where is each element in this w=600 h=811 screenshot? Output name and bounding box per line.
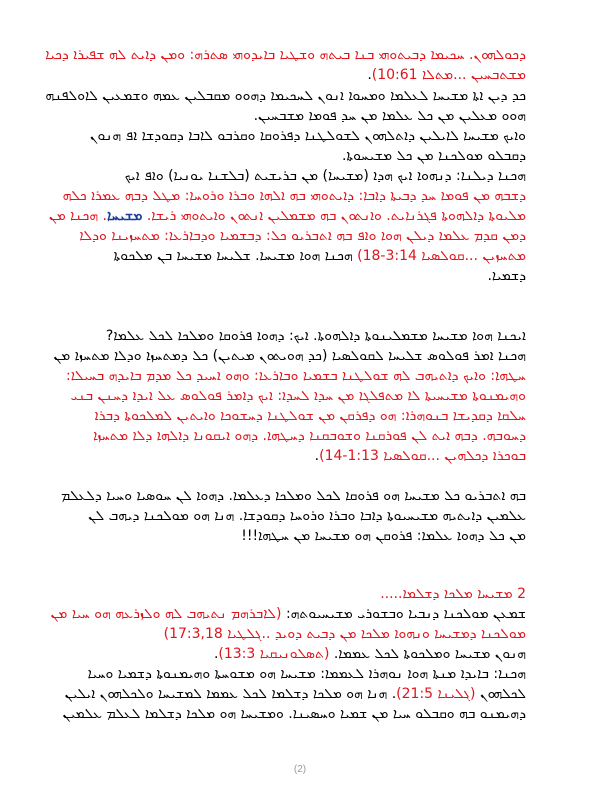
text-line	[78, 584, 526, 604]
body-text: .	[367, 67, 372, 83]
text-line	[45, 45, 526, 65]
body-text: .	[213, 646, 219, 662]
text-line	[78, 246, 526, 266]
paragraph	[78, 126, 526, 166]
quotation-text: ܒܘܟܪܐ ܕܟܠܗܝܢ ...ܩܘܠܣܝܐ 1:13-14)	[319, 448, 526, 464]
text-line	[45, 86, 526, 106]
text-line	[64, 684, 526, 704]
quotation-text: ܚܛܗܐ: ܘܐܝܟ ܕܐܬܝܗܒ ܠܗ ܫܘܠܛܢܐ ܒܫܡܝܐ ܘܒܐܪܥܐ: ܘܗܘ ܐܚܝܕ ܟܠ ܡܕܡ ܒܐܝܕܗ ܒܚܝܠܐ:	[66, 368, 526, 384]
body-text: ܟܕ ܕܝܢ ܐܬܐ ܡܫܝܚܐ ܠܥܠܡܐ ܘܡܚܘܐ ܐܢܘܢ ܠܚܟܝܡܐ ܕܗܘܘ ܡܩܒܠܝܢ ܥܡܗ ܘܫܡܥܝܢ ܠܐܘܠܦܢܗ	[45, 88, 526, 104]
quotation-text: ܕܚܘܒܗ. ܕܒܗ ܐܝܬ ܠܢ ܦܘܪܩܢܐ ܘܫܘܒܩܢܐ ܕܚܛܗܐ. ܕܗܘ ܐܝܩܘܢܐ ܕܐܠܗܐ ܕܠܐ ܡܬܚܙܐ	[93, 428, 526, 444]
text-line	[53, 346, 526, 366]
paragraph	[53, 326, 526, 466]
body-text: .	[314, 448, 320, 464]
text-line	[50, 604, 526, 624]
text-line	[48, 206, 526, 226]
body-text: ܕܩܒܠܘ ܡܘܠܟܢܐ ܡܢ ܟܠ ܡܫܝܚܘܬܐ.	[341, 148, 526, 164]
text-line	[78, 624, 526, 644]
body-text: ܗܟܢܐ: ܒܐܝܕܐ ܡܢܬܐ ܗܘܐ ܢܘܗܪܐ ܠܥܡܡܐ: ܡܫܝܚܐ ܗܘ ܡܫܘܚܬܐ ܘܗܝܡܢܘܬܐ ܕܫܡܝܐ ܘܚܝܐ	[87, 666, 526, 682]
body-text: ܕܗܝܡܢܘ ܒܗ ܘܩܒܠܘ ܚܝܐ ܡܢ ܫܡܝܐ ܘܚܣܝܢܐ. ܘܡܫܝܚܐ ܗܘ ܡܠܟܐ ܕܫܠܡܐ ܠܥܠܡ ܥܠܡܝܢ	[62, 706, 526, 722]
quotation-text: ܕܟܘܠܗܘܢ. ܚܟܝܡܐ ܕܒܝܬܘܗܝ ܒܢܐ ܒܝܬܗ ܘܫܛܝܐ ܒܐܝܕܘܗܝ ܣܬܪܗ: ܘܡܢ ܕܐܝܬ ܠܗ ܫܦܝܪܐ ܕܟܝܐ	[45, 47, 526, 63]
body-text: ܕܫܡܝܐ.	[487, 268, 526, 284]
quotation-text: ܘܗܝܡܢܘܬܐ ܡܫܝܚܝܬܐ ܠܐ ܡܬܦܠܓܐ ܡܢ ܚܕܐ ܠܚܕܐ: ܐܝܟ ܕܐܡܪ ܦܘܠܘܣ ܥܠ ܐܝܕܐ ܕܚܢܢ ܒܢܝ	[70, 388, 526, 404]
body-text: ܡܢ ܟܠ ܕܗܘܐ ܥܠܡܐ: ܦܪܘܩܢ ܗܘ ܡܫܝܚܐ ܡܢ ܚܛܗܐ!!!	[241, 528, 526, 544]
paragraph	[78, 584, 526, 604]
paragraph	[62, 664, 526, 724]
body-text: ܐܝܟܢܐ ܗܘܐ ܡܫܝܚܐ ܡܫܡܠܝܢܘܬܐ ܕܐܠܗܘܬܐ. ܐܝܟ: ܕܗܘܐ ܦܪܘܩܐ ܘܡܠܟܐ ܠܟܠ ܥܠܡܐ?	[105, 328, 526, 344]
text-line	[78, 266, 526, 286]
body-text: . ܗܢܐ ܗܘ ܡܠܟܐ ܕܫܠܡܐ ܠܟܠ ܥܡܡܐ ܠܡܫܝܚܐ ܘܠܟܠܗܘܢ ܐܝܠܝܢ	[64, 686, 397, 702]
text-line	[78, 326, 526, 346]
quotation-text: (ܠܐܒܪܗܡ ܢܬܝܗܒ ܠܗ ܘܠܙܪܥܗ ܗܘ ܚܝܐ ܡܢ	[50, 606, 282, 622]
body-text: ܫܡܥܢ ܡܘܠܟܢܐ ܕܢܒܝܐ ܘܒܫܘܪܝ ܡܫܝܚܝܘܬܗ:	[281, 606, 526, 622]
highlighted-word: ܡܫܝܚܐ	[106, 208, 143, 224]
quotation-text: ܡܠܝܘܬܐ ܕܐܠܗܘܬܐ ܦܓܪܢܐܝܬ. ܘܐܢܬܘܢ ܒܗ ܡܫܡܠܝܢ ܐܢܬܘܢ ܘܐܝܬܘܗܝ ܪܝܫܐ.	[142, 208, 526, 224]
quotation-text: ܕܫܒܗ ܡܢ ܦܘܡܐ ܚܕ ܕܒܝܬܐ ܕܐܒܐ: ܕܐܝܬܘܗܝ ܒܗ ܐܠܗܐ ܘܒܪܐ ܘܪܘܚܐ: ܡܛܠ ܕܒܗ ܥܡܪܐ ܟܠܗ	[62, 188, 526, 204]
text-line	[78, 526, 526, 546]
text-line	[78, 644, 526, 664]
text-line	[78, 126, 526, 146]
quotation-text: . ܗܟܢܐ ܡܢ	[48, 208, 107, 224]
paragraph	[50, 604, 526, 664]
body-text: ܗܟܢܐ ܗܘܐ ܡܫܝܚܐ. ܫܠܝܚܐ ܡܫܝܚܐ ܒܢ ܡܠܟܘܬܐ	[113, 248, 358, 264]
quotation-text: (ܬܣܠܘܢܝܩܝܐ 13:3)	[218, 646, 330, 662]
quotation-text: ܕܡܢ ܩܕܡ ܥܠܡܐ ܕܝܠܢ ܗܘܐ ܘܐܦ ܒܗ ܐܬܒܪܝܘ ܟܠ: ܕܒܫܡܝܐ ܘܕܒܐܪܥܐ: ܡܬܚܙܝܢܐ ܘܕܠܐ	[79, 228, 526, 244]
text-line	[78, 166, 526, 186]
body-text: ܥܠܡܝܢ ܕܐܝܬܝܗ ܡܫܝܚܝܘܬܐ ܕܐܒܐ ܘܒܪܐ ܘܪܘܚܐ ܕܩܘܕܫܐ. ܗܢܐ ܗܘ ܡܘܠܟܢܐ ܕܝܗܒ ܠܢ	[88, 508, 526, 524]
body-text: ܒܗ ܐܬܒܪܝܘ ܟܠ ܡܫܝܚܐ ܗܘ ܦܪܘܩܐ ܠܟܠ ܘܡܠܟܐ ܕܥܠܡܐ. ܕܗܘܐ ܠܢ ܚܘܣܝܐ ܘܚܝܐ ܕܠܥܠܡ	[61, 488, 526, 504]
quotation-text: ܡܫܬܒܚܝܢ ...ܡܬܠܐ 10:61)	[371, 67, 526, 83]
text-line	[70, 386, 526, 406]
body-text: ܘܐܝܟ ܡܫܝܚܐ ܠܐܝܠܝܢ ܕܐܬܠܗܘܢ ܠܫܘܠܛܢܐ ܕܦܪܘܩܐ ܘܩܪܒܘ ܠܐܒܐ ܕܩܘܕܫܐ ܐܦ ܗܢܘܢ	[89, 128, 526, 144]
body-text: ܗܟܢܐ ܐܡܪ ܦܘܠܘܣ ܫܠܝܚܐ ܠܩܘܠܣܝܐ (ܟܕ ܗܘܝܬܘܢ ܡܝܬܝܢ) ܟܠ ܕܡܬܚܙܐ ܘܕܠܐ ܡܬܚܙܐ ܡܢ	[53, 348, 526, 364]
text-line	[78, 106, 526, 126]
text-line	[78, 506, 526, 526]
text-line	[62, 186, 526, 206]
body-text: ܗܟܢܐ ܕܝܠܢܐ: ܕܢܗܘܐ ܐܝܟ ܗܕܐ (ܡܫܝܚܐ) ܡܢ ܒܪܝܫܝܬ (ܒܠܫܢܐ ܝܘܢܝܐ) ܘܐܦ ܐܝܟ	[124, 168, 526, 184]
text-line	[66, 366, 526, 386]
page-number: (2)	[293, 764, 307, 775]
quotation-text: ܡܘܠܟܢܐ ܕܡܫܝܚܐ ܘܢܗܘܐ ܡܠܟܐ ܡܢ ܕܒܝܬ ܕܘܝܕ ..ܓܠܛܝܐ 17:3,18)	[163, 626, 526, 642]
text-line	[78, 406, 526, 426]
text-line	[78, 664, 526, 684]
text-line	[78, 426, 526, 446]
paragraph	[45, 45, 526, 85]
quotation-text: 2 ܡܫܝܚܐ ܡܠܟܐ ܕܫܠܡܐ.....	[380, 586, 526, 602]
text-line	[61, 486, 526, 506]
body-text: ܗܘܘ ܡܥܠܝܢ ܡܢ ܟܠ ܥܠܡܐ ܡܢ ܚܕ ܦܘܡܐ ܡܫܒܚܝܢ.	[253, 108, 526, 124]
text-line	[78, 65, 526, 85]
quotation-text: (ܓܠܝܢܐ 21:5)	[396, 686, 476, 702]
paragraph	[45, 86, 526, 126]
text-line	[62, 704, 526, 724]
text-line	[78, 146, 526, 166]
paragraph	[61, 486, 526, 546]
text-line	[78, 226, 526, 246]
body-text: ܗܢܘܢ ܡܫܝܚܐ ܘܡܠܟܘܬܐ ܠܟܠ ܥܡܡܐ.	[329, 646, 526, 662]
quotation-text: ܚܠܩܐ ܕܩܕܝܫܐ ܒܢܘܗܪܐ: ܗܘ ܕܦܪܩܢ ܡܢ ܫܘܠܛܢܐ ܕܚܫܘܟܐ ܘܐܝܬܝܢ ܠܡܠܟܘܬܐ ܕܒܪܐ	[94, 408, 526, 424]
text-line	[78, 446, 526, 466]
body-text: ܠܟܠܗܘܢ	[475, 686, 526, 702]
quotation-text: ܡܬܚܙܝܢ ...ܩܘܠܣܝܐ 3:14-18)	[357, 248, 526, 264]
paragraph	[48, 166, 526, 286]
